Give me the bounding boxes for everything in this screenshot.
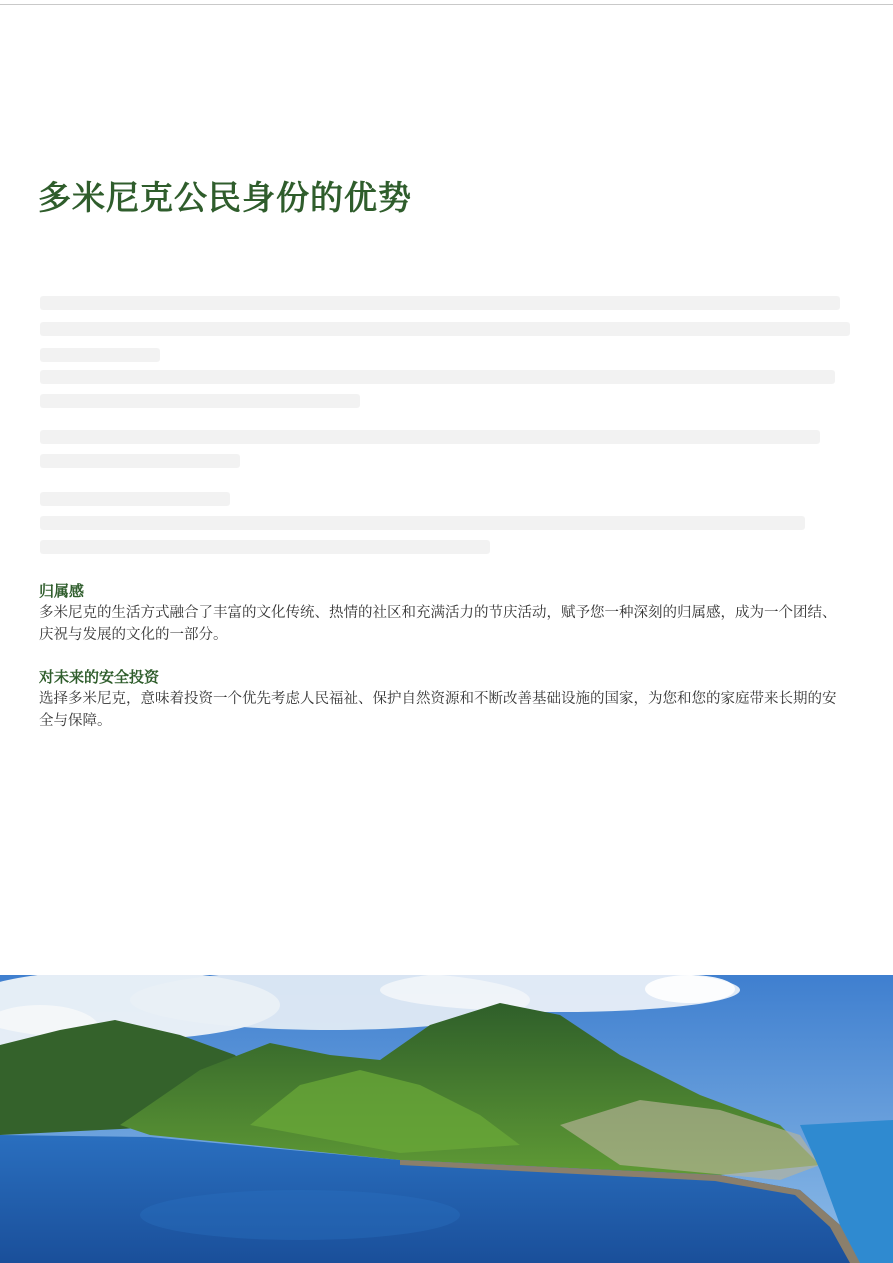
faded-line [40, 322, 850, 336]
top-rule [0, 4, 893, 5]
section-heading: 归属感 [39, 582, 85, 600]
coastal-mountains-photo [0, 975, 893, 1263]
faded-line [40, 540, 490, 554]
faded-line [40, 348, 160, 362]
faded-line [40, 492, 230, 506]
faded-text-block [40, 296, 850, 558]
section-body: 选择多米尼克，意味着投资一个优先考虑人民福祉、保护自然资源和不断改善基础设施的国家，为您和您的家庭带来长期的安全与保障。 [39, 691, 837, 729]
faded-line [40, 516, 805, 530]
faded-line [40, 430, 820, 444]
faded-line [40, 370, 835, 384]
page-title: 多米尼克公民身份的优势 [38, 178, 412, 217]
section-secure-investment [39, 666, 839, 732]
faded-line [40, 394, 360, 408]
faded-line [40, 296, 840, 310]
section-heading: 对未来的安全投资 [39, 668, 160, 686]
section-body: 多米尼克的生活方式融合了丰富的文化传统、热情的社区和充满活力的节庆活动，赋予您一种深刻的归属感，成为一个团结、庆祝与发展的文化的一部分。 [39, 605, 837, 643]
faded-line [40, 454, 240, 468]
section-belonging [39, 580, 839, 646]
